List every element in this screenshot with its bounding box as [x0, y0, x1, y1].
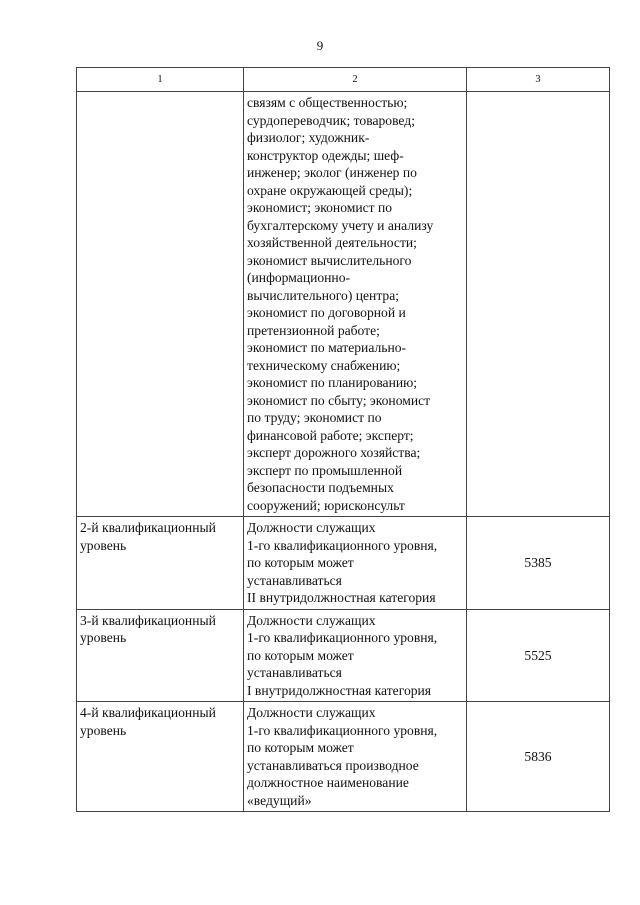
level-cell	[77, 702, 244, 812]
header-col-3: 3	[467, 68, 610, 92]
salary-cell: 5836	[467, 702, 610, 812]
positions-list-cell	[244, 92, 467, 517]
level-text: 2-й квалификационный уровень	[80, 520, 216, 553]
description-cell	[244, 517, 467, 610]
table-header-row	[77, 68, 610, 92]
table-row	[77, 702, 610, 812]
level-cell	[77, 609, 244, 702]
description-text: Должности служащих 1-го квалификационного уровня, по которым может устанавливаться производное должностное наименование «ведущий»	[247, 705, 438, 808]
level-cell	[77, 517, 244, 610]
positions-list-text: связям с общественностью; сурдопереводчик; товаровед; физиолог; художник- конструктор одежды; шеф- инженер; эколог (инженер по охране окружающей среды); экономист; экономист по бухгалтерскому учету и анализу хозяйственной деятельности; экономист вычислительного (информационно- вычислительного) центра; экономист по договорной и претензионной работе; экономист по материально- техническому снабжению; экономист по планированию; экономист по сбыту; экономист по труду; экономист по финансовой работе; эксперт; эксперт дорожного хозяйства; эксперт по промышленной безопасности подъемных сооружений; юрисконсульт	[247, 95, 434, 513]
table-row	[77, 517, 610, 610]
header-col-2: 2	[244, 68, 467, 92]
empty-cell	[467, 92, 610, 517]
salary-table	[76, 67, 610, 812]
description-cell	[244, 609, 467, 702]
level-text: 3-й квалификационный уровень	[80, 612, 216, 645]
salary-cell: 5385	[467, 517, 610, 610]
description-cell	[244, 702, 467, 812]
table-row-continuation	[77, 92, 610, 517]
header-col-1: 1	[77, 68, 244, 92]
salary-cell: 5525	[467, 609, 610, 702]
description-text: Должности служащих 1-го квалификационного уровня, по которым может устанавливаться I внутридолжностная категория	[247, 612, 438, 698]
empty-cell	[77, 92, 244, 517]
page-number: 9	[316, 38, 324, 53]
description-text: Должности служащих 1-го квалификационного уровня, по которым может устанавливаться II внутридолжностная категория	[247, 520, 438, 605]
level-text: 4-й квалификационный уровень	[80, 705, 216, 738]
table-row	[77, 609, 610, 702]
